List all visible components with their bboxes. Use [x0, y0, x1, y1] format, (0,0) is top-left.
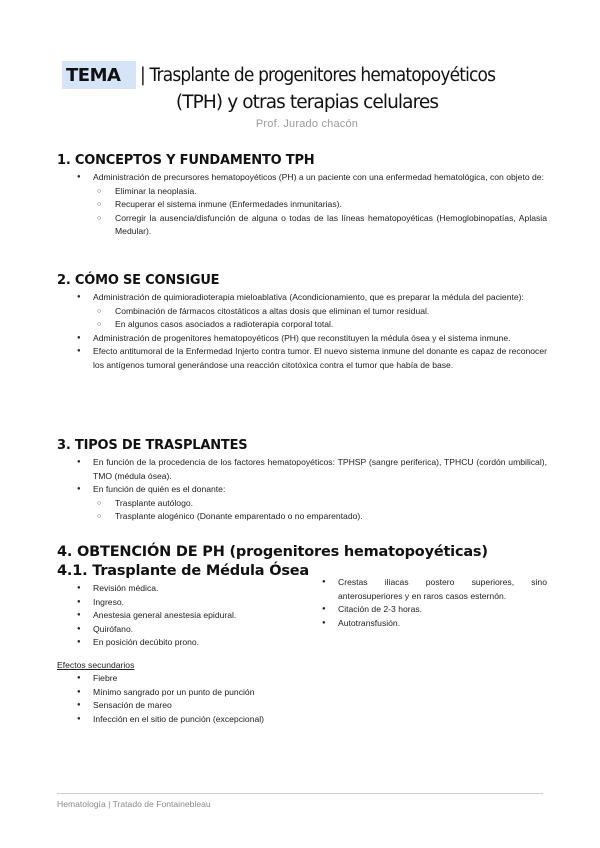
list-item: ● Autotransfusión. [322, 617, 547, 631]
list-item-text: En función de quién es el donante: [93, 484, 226, 495]
list-item: ● Anestesia general anestesia epidural. [77, 609, 302, 623]
bullet-list [77, 582, 302, 650]
list-item-text: Administración de quimioradioterapia mieloablativa (Acondicionamiento, que es preparar la médula del paciente): [93, 292, 524, 302]
title-row [62, 60, 552, 90]
list-item: ● Administración de progenitores hematopoyéticos (PH) que reconstituyen la médula ósea y el sistema inmune. [77, 332, 547, 346]
bullet-list [77, 171, 547, 239]
section-heading: 1. CONCEPTOS Y FUNDAMENTO TPH [57, 153, 315, 168]
efectos-list [77, 672, 547, 726]
sub-list-item: ○ En algunos casos asociados a radioterapia corporal total. [97, 318, 547, 332]
footer-divider [57, 793, 543, 794]
list-item: ● En posición decúbito prono. [77, 636, 302, 650]
left-column [57, 582, 302, 650]
title-line-2: (TPH) y otras terapias celulares [175, 92, 439, 113]
bullet-list [77, 291, 547, 373]
bullet-list [322, 576, 547, 630]
efectos-secundarios-label: Efectos secundarios [57, 659, 135, 670]
sub-list [97, 497, 547, 524]
list-item: ● Crestas iliacas postero superiores, sino anterosuperiores y en raros casos esternón. [322, 576, 547, 603]
sub-list-item: ○ Trasplante alogénico (Donante emparentado o no emparentado). [97, 510, 547, 524]
list-item: ● Ingreso. [77, 596, 302, 610]
document-header [62, 60, 552, 130]
sub-list-item: ○ Eliminar la neoplasia. [97, 185, 547, 199]
list-item: ● Quirófano. [77, 623, 302, 637]
sub-list-item: ○ Trasplante autólogo. [97, 497, 547, 511]
section-como-se-consigue [57, 273, 547, 373]
list-item: ● Mínimo sangrado por un punto de punción [77, 686, 547, 700]
page-footer: Hematología | Tratado de Fontainebleau [57, 799, 211, 809]
sub-list-item: ○ Combinación de fármacos citostáticos a altas dosis que eliminan el tumor residual. [97, 305, 547, 319]
two-column-list [57, 577, 547, 650]
professor-name: Prof. Jurado chacón [255, 118, 359, 130]
section-obtencion-ph [57, 544, 547, 726]
section-heading: 2. CÓMO SE CONSIGUE [57, 273, 220, 288]
section-heading: 3. TIPOS DE TRASPLANTES [57, 438, 248, 453]
list-item [77, 483, 547, 524]
list-item [77, 171, 547, 239]
title-line-1: | Trasplante de progenitores hematopoyéticos [140, 64, 496, 86]
section-tipos-trasplantes [57, 438, 547, 524]
sub-list [97, 185, 547, 239]
sub-list [97, 305, 547, 332]
section-heading: 4. OBTENCIÓN DE PH (progenitores hematopoyéticas) [57, 544, 488, 560]
list-item: ● En función de la procedencia de los factores hematopoyéticos: TPHSP (sangre periferica), TPHCU (cordón umbilical), TMO (médula ósea). [77, 456, 547, 483]
list-item [77, 291, 547, 332]
section-conceptos [57, 153, 547, 239]
list-item: ● Citación de 2-3 horas. [322, 603, 547, 617]
sub-list-item: ○ Corregir la ausencia/disfunción de alguna o todas de las líneas hematopoyéticas (Hemoglobinopatías, Aplasia Medular). [97, 212, 547, 239]
list-item: ● Revisión médica. [77, 582, 302, 596]
list-item: ● Infección en el sitio de punción (excepcional) [77, 713, 547, 727]
bullet-list [77, 456, 547, 524]
subsection-heading: 4.1. Trasplante de Médula Ósea [57, 563, 309, 579]
right-column [302, 576, 547, 650]
list-item: ● Efecto antitumoral de la Enfermedad Injerto contra tumor. El nuevo sistema inmune del donante es capaz de reconocer los antígenos tumoral generándose una reacción citotóxica contra el tumor que había de base. [77, 345, 547, 372]
list-item: ● Fiebre [77, 672, 547, 686]
tema-tag: TEMA [62, 61, 136, 89]
list-item: ● Sensación de mareo [77, 699, 547, 713]
sub-list-item: ○ Recuperar el sistema inmune (Enfermedades inmunitarias). [97, 198, 547, 212]
list-item-text: Administración de precursores hematopoyéticos (PH) a un paciente con una enfermedad hematológica, con objeto de: [93, 172, 544, 182]
